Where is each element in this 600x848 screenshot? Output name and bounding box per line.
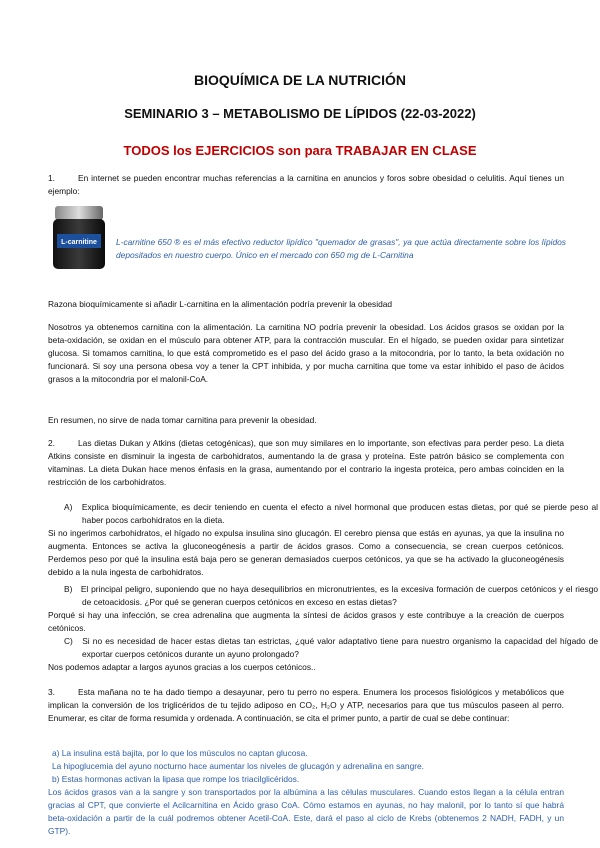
- q1-text: 1. En internet se pueden encontrar muchas referencias a la carnitina en anuncios y foros sobre obesidad o celulitis. Aquí tienes un ejemplo:: [48, 173, 564, 196]
- q3-text: 3. Esta mañana no te ha dado tiempo a desayunar, pero tu perro no espera. Enumera los procesos fisiológicos y metabólicos que implican la conversión de los triglicéridos de tu tejido adiposo en CO₂, H₂O y ATP, necesarios para que tus músculos paseen al perro. Enumerar, es citar de forma resumida y ordenada. A continuación, se cita el primer punto, a partir de cual se debe continuar:: [48, 687, 564, 723]
- q3-answer: Los ácidos grasos van a la sangre y son transportados por la albúmina a las células musculares. Cuando estos llegan a la célula entran gracias al CPT, que convierte el Acilcarnitina en Ácido graso CoA. Cómo estamos en ayunas, no hay malonil, por lo tanto sí que habrá beta-oxidación a partir de la cuál podremos obtener Acetil-CoA. Este, dará el paso al ciclo de Krebs (obtenemos 2 NADH, FADH, y un GTP).: [48, 787, 564, 836]
- q1-answer: Nosotros ya obtenemos carnitina con la alimentación. La carnitina NO podría prevenir la obesidad. Los ácidos grasos se oxidan por la beta-oxidación, se oxidan en el músculo para obtener ATP, para la contracción muscular. En el hígado, se pueden oxidar para sintetizar glucosa. Si tomamos carnitina, lo que está comprometido es el paso del ácido graso a la mitocondria, por lo tanto, la beta oxidación no funcionará. Si soy una persona obesa voy a tener la CPT inhibida, y por mucha carnitina que tome va estar inhibido el paso de ácidos grasos a la mitocondria por el malonil-CoA.: [48, 322, 564, 384]
- q3-number: 3.: [48, 687, 55, 697]
- q2-c-answer: Nos podemos adaptar a largos ayunos gracias a los cuerpos cetónicos..: [48, 662, 316, 672]
- seminar-title: SEMINARIO 3 – METABOLISMO DE LÍPIDOS (22-03-2022): [124, 106, 476, 121]
- q3-point-a: a) La insulina está bajita, por lo que los músculos no captan glucosa.: [52, 748, 308, 758]
- q2-b-answer: Porqué si hay una infección, se crea adrenalina que augmenta la síntesi de ácidos grasos y este contribuye a la creación de cuerpos cetónicos.: [48, 610, 564, 633]
- q2-b-question: B) El principal peligro, suponiendo que no haya desequilibrios en micronutrientes, es la excesiva formación de cuerpos cetónicos y el riesgo de cetoacidosis. ¿Por qué se generan cuerpos cetónicos en exceso en estas dietas?: [64, 584, 599, 607]
- q3-point-a2: La hipoglucemia del ayuno nocturno hace aumentar los niveles de glucagón y adrenalina en sangre.: [52, 761, 425, 771]
- q1-prompt: Razona bioquímicamente si añadir L-carnitina en la alimentación podría prevenir la obesidad: [48, 299, 393, 309]
- page-title: BIOQUÍMICA DE LA NUTRICIÓN: [193, 72, 407, 88]
- q1-summary: En resumen, no sirve de nada tomar carnitina para prevenir la obesidad.: [48, 415, 317, 425]
- q2-c-question: C) Si no es necesidad de hacer estas dietas tan estrictas, ¿qué valor adaptativo tiene para nuestro organismo la capacidad del hígado de exportar cuerpos cetónicos durante un ayuno prolongado?: [64, 636, 599, 659]
- q2-text: 2. Las dietas Dukan y Atkins (dietas cetogénicas), que son muy similares en lo importante, son efectivas para perder peso. La dieta Atkins consiste en disminuir la ingesta de carbohidratos, aumentando la de grasa y proteína. Este patrón básico se complementa con vitaminas. La dieta Dukan hace menos énfasis en la grasa, aumentando por el contrario la ingesta proteica, pero ambas coinciden en la restricción de los carbohidratos.: [48, 438, 564, 487]
- jar-label: L-carnitine: [61, 239, 97, 246]
- q3-point-b: b) Estas hormonas activan la lipasa que rompe los triacilglicéridos.: [52, 774, 300, 784]
- q1-number: 1.: [48, 173, 55, 183]
- work-title: TODOS los EJERCICIOS son para TRABAJAR EN CLASE: [123, 143, 477, 158]
- q1-ad-text: L-carnitine 650 ® es el más efectivo reductor lipídico "quemador de grasas", ya que actúa directamente sobre los lípidos depositados en nuestro cuerpo. Único en el mercado con 650 mg de L-Carnitina: [116, 237, 566, 260]
- carnitine-jar-image: [49, 206, 109, 270]
- q2-a-answer: Si no ingerimos carbohidratos, el hígado no expulsa insulina sino glucagón. El cerebro piensa que estás en ayunas, ya que la insulina no augmenta. Entonces se activa la gluconeogénesis a partir de ácidos grasos. Como a consecuencia, se crean cuerpos cetónicos. Perdemos peso por qué la insulina está baja pero se generan demasiados cuerpos cetónicos, ya que se ha activado la gluconeogénesis debido a la nula ingesta de carbohidratos.: [48, 528, 564, 577]
- q2-number: 2.: [48, 438, 55, 448]
- q2-a-question: A) Explica bioquímicamente, es decir teniendo en cuenta el efecto a nivel hormonal que producen estas dietas, por qué se pierde peso al haber pocos carbohidratos en la dieta.: [64, 502, 598, 525]
